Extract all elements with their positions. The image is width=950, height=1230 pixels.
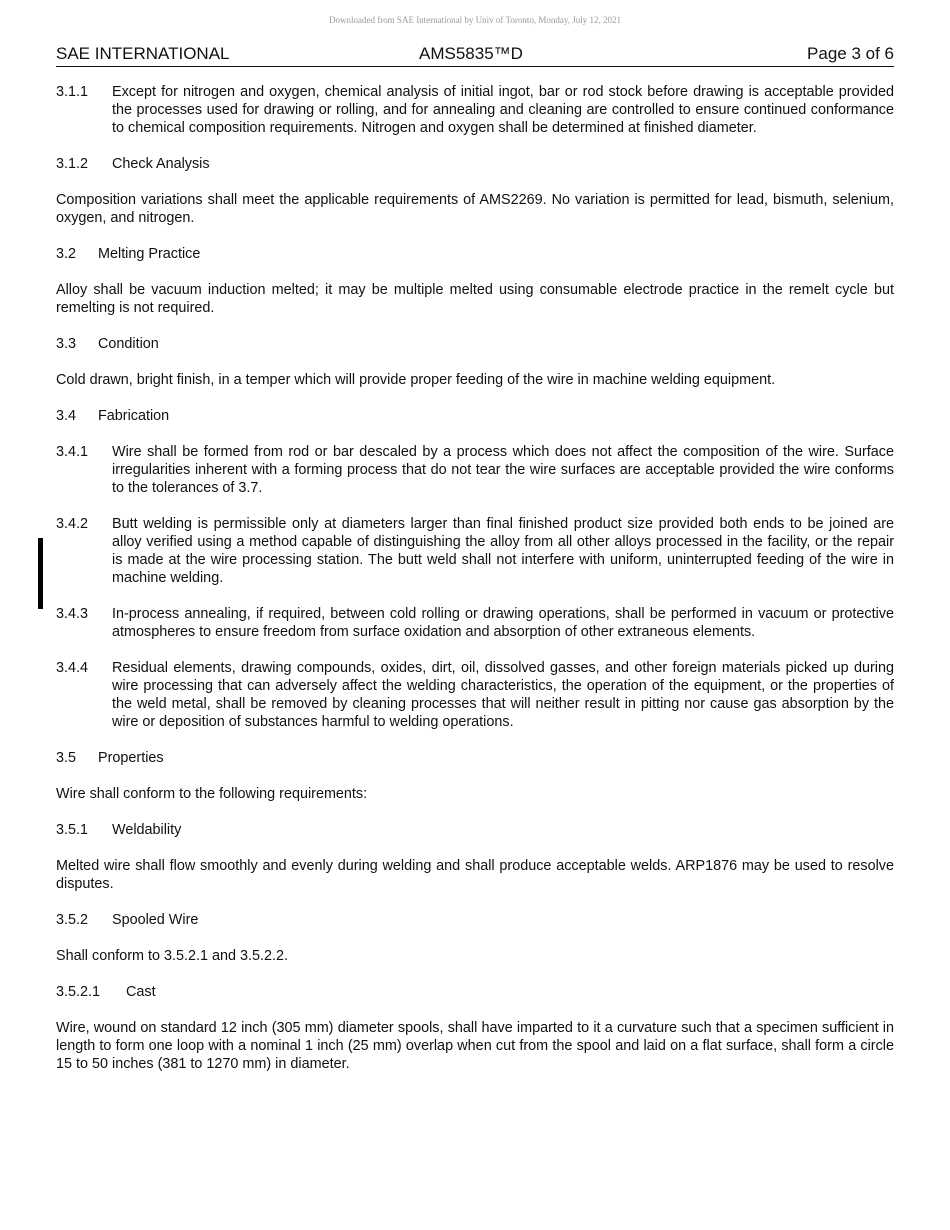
section-number: 3.1.2	[56, 156, 89, 172]
paragraph-3-1-2: Composition variations shall meet the applicable requirements of AMS2269. No variation is permitted for lead, bismuth, selenium, oxygen, and nitrogen.	[56, 192, 894, 226]
section-number: 3.5.2.1	[56, 984, 101, 1000]
section-text: Butt welding is permissible only at diameters larger than final finished product size provided both ends to be joined are alloy verified using a method capable of distinguishing the alloy from all other alloys processed in the facility, or the repair is made at the wire processing station. The butt weld shall not interfere with uniform, uninterrupted feeding of the wire in machine welding.	[112, 516, 894, 586]
document-body	[56, 83, 894, 1091]
section-3-4-2	[56, 515, 894, 587]
section-title: Spooled Wire	[112, 912, 199, 928]
section-title: Cast	[126, 984, 156, 1000]
heading-3-5	[56, 749, 894, 767]
section-title: Melting Practice	[98, 246, 201, 262]
paragraph-3-2: Alloy shall be vacuum induction melted; it may be multiple melted using consumable electrode practice in the remelt cycle but remelting is not required.	[56, 282, 894, 316]
download-watermark: Downloaded from SAE International by Univ of Toronto, Monday, July 12, 2021	[328, 15, 622, 25]
section-number: 3.4.3	[56, 606, 89, 622]
header-page-number: Page 3 of 6	[807, 44, 894, 63]
section-number: 3.1.1	[56, 84, 89, 100]
section-number: 3.4.4	[56, 660, 89, 676]
section-title: Weldability	[112, 822, 182, 838]
section-number: 3.4.2	[56, 516, 89, 532]
section-3-4-1	[56, 443, 894, 497]
section-title: Fabrication	[98, 408, 170, 424]
section-title: Properties	[98, 750, 164, 766]
revision-change-bar	[38, 538, 43, 609]
section-text: Residual elements, drawing compounds, oxides, dirt, oil, dissolved gasses, and other foreign materials picked up during wire processing that can adversely affect the welding characteristics, the operation of the equipment, or the properties of the weld metal, shall be removed by cleaning processes that will neither result in pitting nor cause gas absorption by the wire or deposition of substances harmful to welding operations.	[112, 660, 894, 730]
heading-3-5-2	[56, 911, 894, 929]
paragraph-3-5-1: Melted wire shall flow smoothly and evenly during welding and shall produce acceptable welds. ARP1876 may be used to resolve disputes.	[56, 858, 894, 892]
section-number: 3.4	[56, 408, 77, 424]
section-number: 3.2	[56, 246, 77, 262]
heading-3-5-2-1	[56, 983, 894, 1001]
paragraph-3-5: Wire shall conform to the following requirements:	[56, 786, 368, 802]
section-title: Check Analysis	[112, 156, 210, 172]
page-header	[56, 44, 894, 67]
section-text: Wire shall be formed from rod or bar descaled by a process which does not affect the composition of the wire. Surface irregularities inherent with a forming process that do not tear the wire surfaces are acceptable provided the wire conforms to the tolerances of 3.7.	[112, 444, 894, 496]
paragraph-3-5-2-1: Wire, wound on standard 12 inch (305 mm) diameter spools, shall have imparted to it a curvature such that a specimen sufficient in length to form one loop with a nominal 1 inch (25 mm) overlap when cut from the spool and laid on a flat surface, shall form a circle 15 to 50 inches (381 to 1270 mm) in diameter.	[56, 1020, 894, 1072]
heading-3-4	[56, 407, 894, 425]
section-number: 3.5.1	[56, 822, 89, 838]
heading-3-3	[56, 335, 894, 353]
paragraph-3-3: Cold drawn, bright finish, in a temper which will provide proper feeding of the wire in machine welding equipment.	[56, 372, 776, 388]
heading-3-1-2	[56, 155, 894, 173]
header-doc-number: AMS5835™D	[419, 44, 523, 63]
section-number: 3.5	[56, 750, 77, 766]
section-number: 3.3	[56, 336, 77, 352]
header-org: SAE INTERNATIONAL	[56, 44, 230, 63]
section-3-4-3	[56, 605, 894, 641]
section-3-1-1	[56, 83, 894, 137]
heading-3-5-1	[56, 821, 894, 839]
section-3-4-4	[56, 659, 894, 731]
section-number: 3.5.2	[56, 912, 89, 928]
heading-3-2	[56, 245, 894, 263]
section-text: In-process annealing, if required, between cold rolling or drawing operations, shall be performed in vacuum or protective atmospheres to ensure freedom from surface oxidation and absorption of other extraneous elements.	[112, 606, 894, 640]
section-text: Except for nitrogen and oxygen, chemical analysis of initial ingot, bar or rod stock before drawing is acceptable provided the processes used for drawing or rolling, and for annealing and cleaning are controlled to ensure continued conformance to chemical composition requirements. Nitrogen and oxygen shall be determined at finished diameter.	[112, 84, 894, 136]
section-title: Condition	[98, 336, 159, 352]
section-number: 3.4.1	[56, 444, 89, 460]
paragraph-3-5-2: Shall conform to 3.5.2.1 and 3.5.2.2.	[56, 948, 288, 964]
